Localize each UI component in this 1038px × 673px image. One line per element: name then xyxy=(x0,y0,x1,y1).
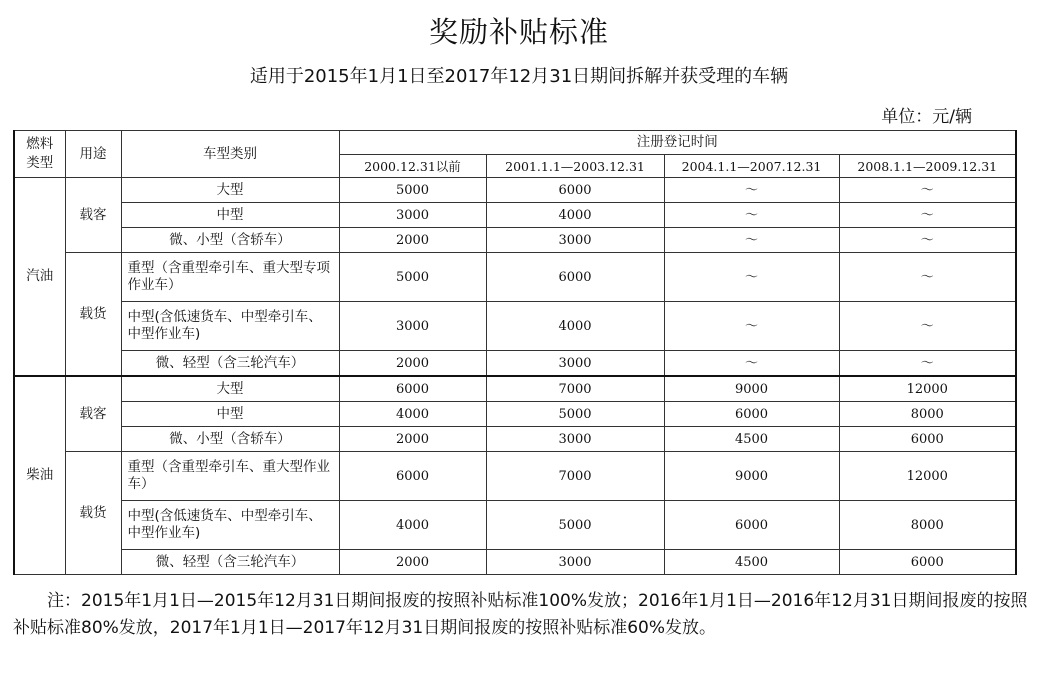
value-cell: 6000 xyxy=(839,427,1016,452)
value-cell: 3000 xyxy=(486,228,664,253)
value-cell: 9000 xyxy=(664,452,839,501)
header-register-time: 注册登记时间 xyxy=(339,131,1016,155)
value-cell: 4500 xyxy=(664,550,839,575)
value-cell: 3000 xyxy=(486,550,664,575)
value-cell: ～ xyxy=(664,253,839,302)
value-cell: ～ xyxy=(839,203,1016,228)
footnote: 注：2015年1月1日—2015年12月31日期间报废的按照补贴标准100%发放；2016年1月1日—2016年12月31日期间报废的按照补贴标准80%发放，2017年1月1日—2017年12月31日期间报废的按照补贴标准60%发放。 xyxy=(13,591,1028,638)
value-cell: 6000 xyxy=(664,402,839,427)
vehicle-type-cell: 重型（含重型牵引车、重大型专项作业车） xyxy=(121,253,339,302)
vehicle-type-cell: 微、小型（含轿车） xyxy=(121,427,339,452)
value-cell: ～ xyxy=(839,228,1016,253)
vehicle-type-cell: 中型(含低速货车、中型牵引车、中型作业车) xyxy=(121,302,339,351)
table-row xyxy=(14,452,1016,501)
value-cell: ～ xyxy=(839,178,1016,203)
value-cell: 6000 xyxy=(339,452,486,501)
usage-cell: 载货 xyxy=(65,253,121,377)
page-subtitle: 适用于2015年1月1日至2017年12月31日期间拆解并获受理的车辆 xyxy=(249,66,789,87)
table-row xyxy=(14,402,1016,427)
value-cell: 3000 xyxy=(486,427,664,452)
vehicle-type-cell: 中型 xyxy=(121,203,339,228)
value-cell: ～ xyxy=(664,228,839,253)
fuel-type-cell: 柴油 xyxy=(14,376,65,575)
table-row xyxy=(14,178,1016,203)
value-cell: 4500 xyxy=(664,427,839,452)
value-cell: 8000 xyxy=(839,501,1016,550)
vehicle-type-cell: 中型 xyxy=(121,402,339,427)
value-cell: 2000 xyxy=(339,550,486,575)
vehicle-type-cell: 大型 xyxy=(121,178,339,203)
usage-cell: 载客 xyxy=(65,178,121,253)
usage-cell: 载客 xyxy=(65,376,121,452)
value-cell: ～ xyxy=(664,302,839,351)
value-cell: 2000 xyxy=(339,351,486,377)
value-cell: 5000 xyxy=(339,178,486,203)
value-cell: 3000 xyxy=(339,203,486,228)
value-cell: ～ xyxy=(839,253,1016,302)
value-cell: ～ xyxy=(839,302,1016,351)
unit-label: 单位：元/辆 xyxy=(881,107,972,127)
table-row xyxy=(14,501,1016,550)
value-cell: 2000 xyxy=(339,427,486,452)
vehicle-type-cell: 微、轻型（含三轮汽车） xyxy=(121,550,339,575)
value-cell: 6000 xyxy=(839,550,1016,575)
value-cell: 6000 xyxy=(486,178,664,203)
header-fuel-type: 燃料类型 xyxy=(14,131,65,178)
value-cell: 6000 xyxy=(339,376,486,402)
page-title: 奖励补贴标准 xyxy=(428,15,609,49)
value-cell: ～ xyxy=(664,351,839,377)
value-cell: 4000 xyxy=(486,203,664,228)
value-cell: 12000 xyxy=(839,452,1016,501)
value-cell: 9000 xyxy=(664,376,839,402)
fuel-type-cell: 汽油 xyxy=(14,178,65,377)
value-cell: 3000 xyxy=(486,351,664,377)
usage-cell: 载货 xyxy=(65,452,121,575)
table-row xyxy=(14,550,1016,575)
value-cell: 2000 xyxy=(339,228,486,253)
table-row xyxy=(14,427,1016,452)
value-cell: 5000 xyxy=(486,501,664,550)
header-period: 2001.1.1—2003.12.31 xyxy=(486,155,664,178)
value-cell: 6000 xyxy=(664,501,839,550)
value-cell: 4000 xyxy=(486,302,664,351)
value-cell: 3000 xyxy=(339,302,486,351)
value-cell: 5000 xyxy=(486,402,664,427)
vehicle-type-cell: 大型 xyxy=(121,376,339,402)
table-row xyxy=(14,228,1016,253)
value-cell: 4000 xyxy=(339,501,486,550)
value-cell: 8000 xyxy=(839,402,1016,427)
header-period: 2004.1.1—2007.12.31 xyxy=(664,155,839,178)
table-row xyxy=(14,376,1016,402)
value-cell: 5000 xyxy=(339,253,486,302)
subsidy-table xyxy=(13,130,1017,575)
table-row xyxy=(14,253,1016,302)
header-period: 2000.12.31以前 xyxy=(339,155,486,178)
table-row xyxy=(14,302,1016,351)
header-vehicle-class: 车型类别 xyxy=(121,131,339,178)
value-cell: 6000 xyxy=(486,253,664,302)
value-cell: 7000 xyxy=(486,452,664,501)
value-cell: 7000 xyxy=(486,376,664,402)
header-usage: 用途 xyxy=(65,131,121,178)
value-cell: 4000 xyxy=(339,402,486,427)
vehicle-type-cell: 重型（含重型牵引车、重大型作业车） xyxy=(121,452,339,501)
table-row xyxy=(14,203,1016,228)
value-cell: 12000 xyxy=(839,376,1016,402)
value-cell: ～ xyxy=(664,178,839,203)
vehicle-type-cell: 微、轻型（含三轮汽车） xyxy=(121,351,339,377)
vehicle-type-cell: 微、小型（含轿车） xyxy=(121,228,339,253)
vehicle-type-cell: 中型(含低速货车、中型牵引车、中型作业车) xyxy=(121,501,339,550)
value-cell: ～ xyxy=(664,203,839,228)
header-period: 2008.1.1—2009.12.31 xyxy=(839,155,1016,178)
value-cell: ～ xyxy=(839,351,1016,377)
table-row xyxy=(14,351,1016,377)
